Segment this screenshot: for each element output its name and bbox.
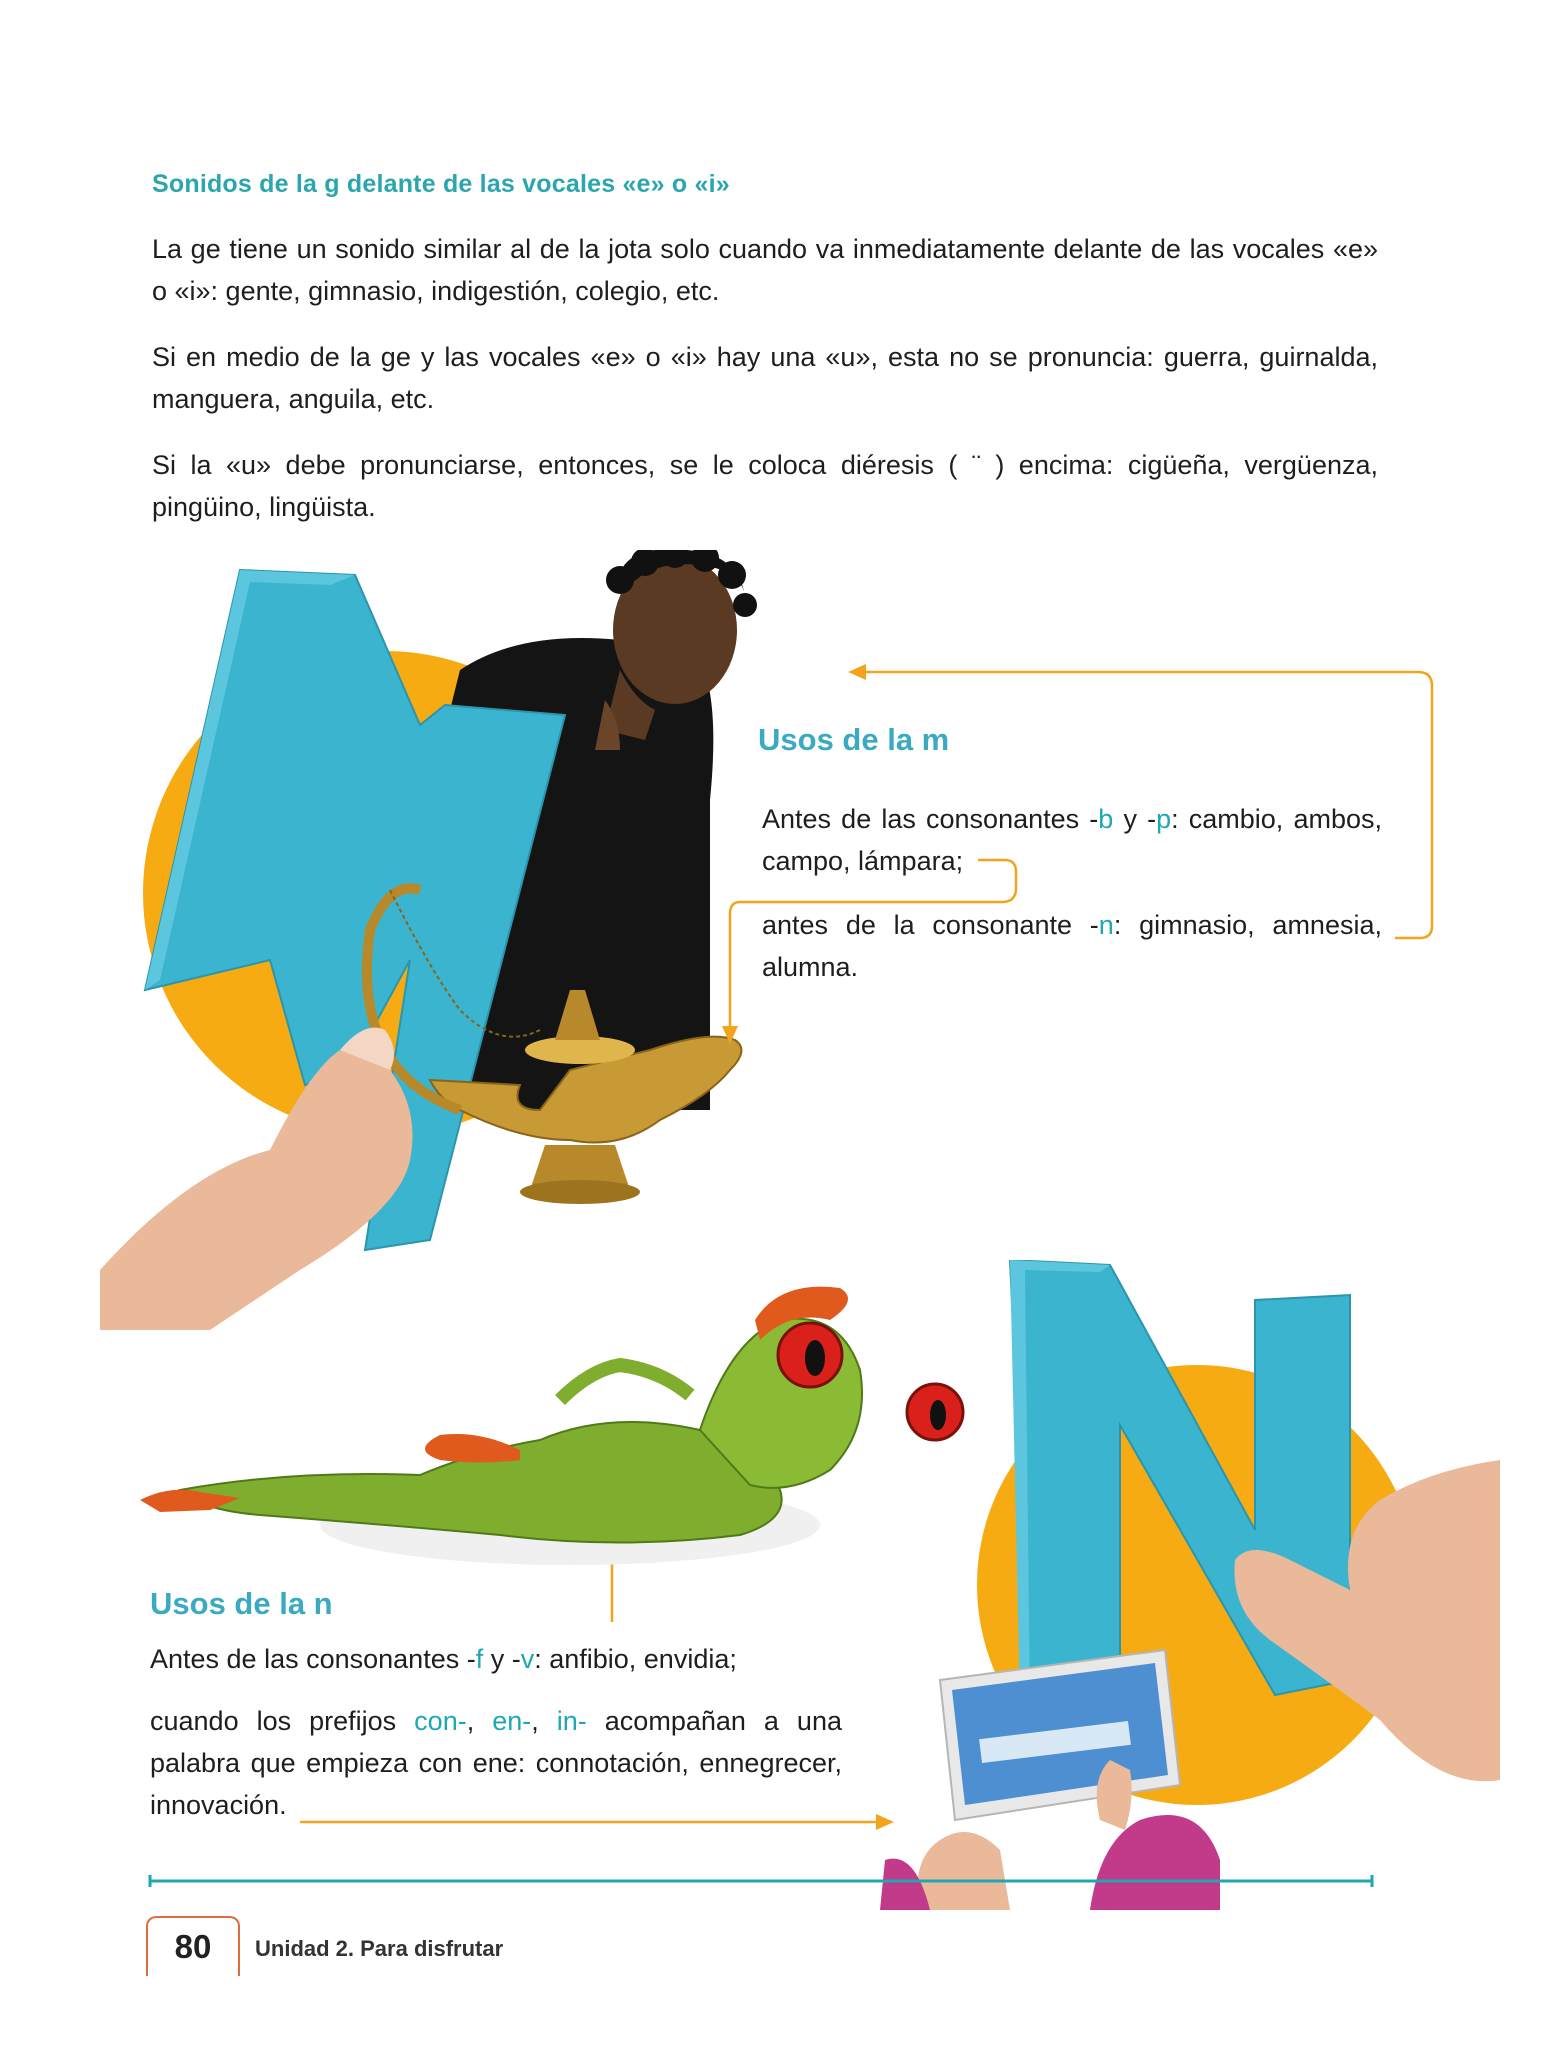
section-m-title: Usos de la m xyxy=(758,722,950,757)
unit-label: Unidad 2. Para disfrutar xyxy=(255,1936,504,1961)
section-g-paragraph-3: Si la «u» debe pronunciarse, entonces, se le coloca diéresis ( ¨ ) encima: cigüeña, vergüenza, pingüino, lingüista. xyxy=(152,450,1378,522)
section-m-rule-2: antes de la consonante -n: gimnasio, amnesia, alumna. xyxy=(762,910,1382,982)
tablet-icon xyxy=(880,1650,1220,1910)
page-number: 80 xyxy=(146,1916,240,1976)
frog-icon xyxy=(140,1287,963,1565)
section-g-title: Sonidos de la g delante de las vocales «e» o «i» xyxy=(152,170,730,198)
section-g-paragraph-2: Si en medio de la ge y las vocales «e» o «i» hay una «u», esta no se pronuncia: guerra, guirnalda, manguera, anguila, etc. xyxy=(152,342,1378,414)
section-n-rule-1: Antes de las consonantes -f y -v: anfibio, envidia; xyxy=(150,1644,737,1674)
footer-divider xyxy=(148,1874,1374,1888)
section-n-title: Usos de la n xyxy=(150,1586,333,1621)
section-g-paragraph-1: La ge tiene un sonido similar al de la jota solo cuando va inmediatamente delante de las vocales «e» o «i»: gente, gimnasio, indigestión, colegio, etc. xyxy=(152,234,1378,306)
section-n-rule-2: cuando los prefijos con-, en-, in- acompañan a una palabra que empieza con ene: connotación, ennegrecer, innovación. xyxy=(150,1706,842,1820)
section-m-rule-1: Antes de las consonantes -b y -p: cambio, ambos, campo, lámpara; xyxy=(762,804,1382,876)
